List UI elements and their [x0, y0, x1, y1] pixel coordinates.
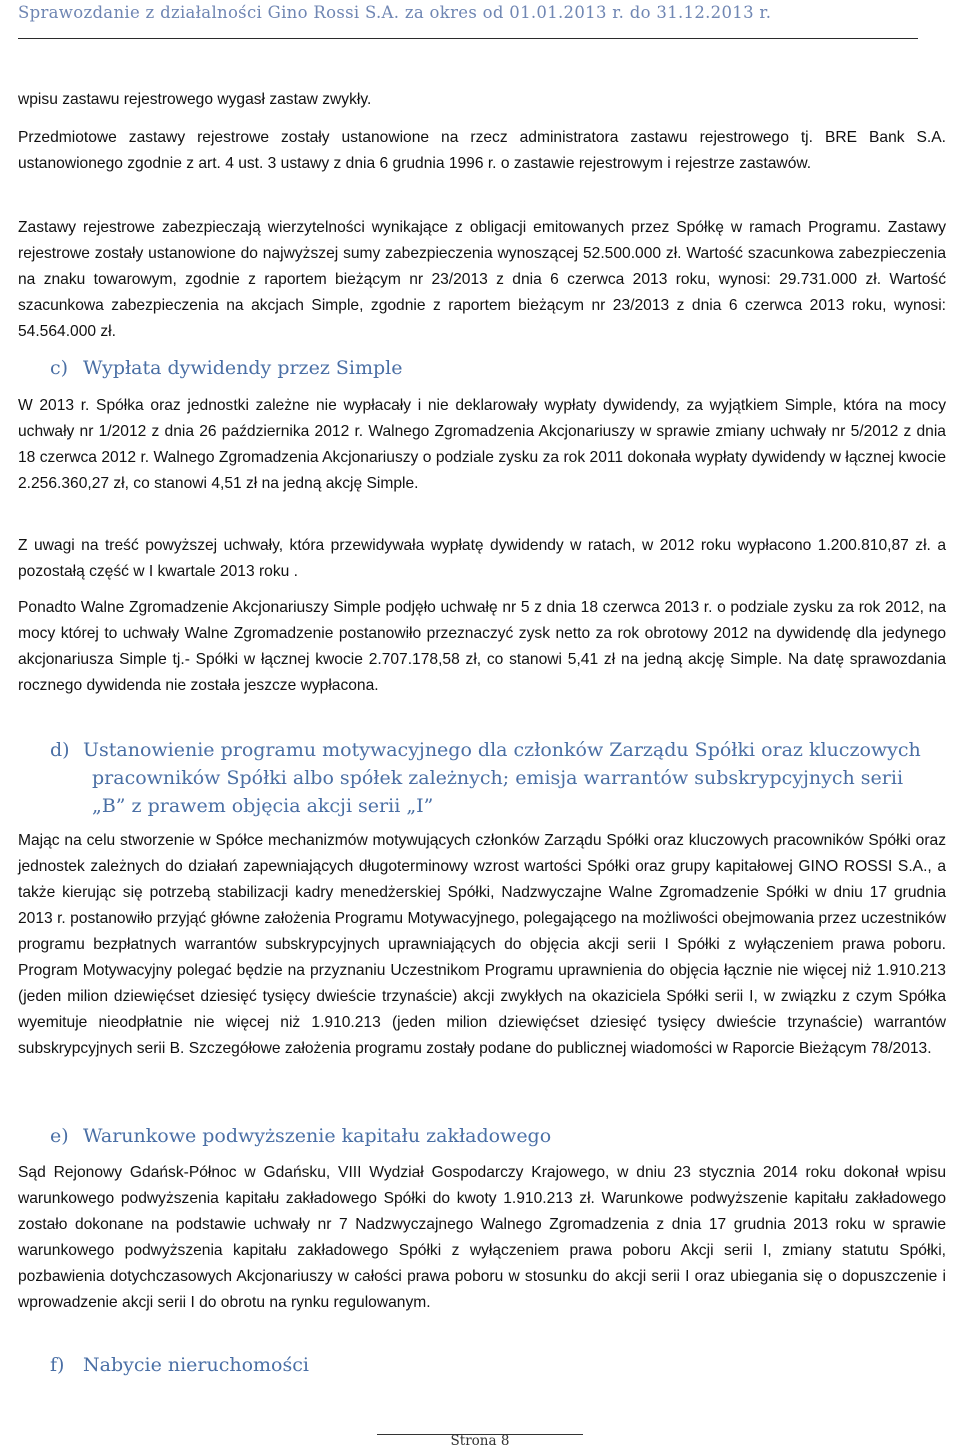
section-label-d: d)	[50, 739, 70, 761]
section-title-f: Nabycie nieruchomości	[83, 1354, 309, 1376]
section-heading-c	[50, 354, 950, 382]
paragraph-pledge-administrator: Przedmiotowe zastawy rejestrowe zostały ustanowione na rzecz administratora zastawu rejestrowego tj. BRE Bank S.A. ustanowionego zgodnie z art. 4 ust. 3 ustawy z dnia 6 grudnia 1996 r. o zastawie rejestrowym i rejestrze zastawów.	[18, 129, 946, 172]
section-title-d-line2: pracowników Spółki albo spółek zależnych; emisja warrantów subskrypcyjnych serii	[92, 767, 904, 789]
section-title-e: Warunkowe podwyższenie kapitału zakładowego	[83, 1125, 552, 1147]
paragraph-pledge-security: Zastawy rejestrowe zabezpieczają wierzytelności wynikające z obligacji emitowanych przez Spółkę w ramach Programu. Zastawy rejestrowe zostały ustanowione do najwyższej sumy zabezpieczenia wynoszącej 52.500.000 zł. Wartość szacunkowa zabezpieczenia na znaku towarowym, zgodnie z raportem bieżącym nr 23/2013 z dnia 6 czerwca 2013 roku, wynosi: 29.731.000 zł. Wartość szacunkowa zabezpieczenia na akcjach Simple, zgodnie z raportem bieżącym nr 23/2013 z dnia 6 czerwca 2013 roku, wynosi: 54.564.000 zł.	[18, 219, 946, 340]
section-label-e: e)	[50, 1125, 69, 1147]
section-label-c: c)	[50, 357, 69, 379]
page-number: Strona 8	[450, 1433, 510, 1449]
paragraph-dividend-2012-profit: Ponadto Walne Zgromadzenie Akcjonariuszy Simple podjęło uchwałę nr 5 z dnia 18 czerwca 2013 r. o podziale zysku za rok 2012, na mocy której to uchwały Walne Zgromadzenie postanowiło przeznaczyć zysk netto za rok obrotowy 2012 na dywidendę dla jedynego akcjonariusza Simple tj.- Spółki w łącznej kwocie 2.707.178,58 zł, co stanowi 5,41 zł na jedną akcję Simple. Na datę sprawozdania rocznego dywidenda nie została jeszcze wypłacona.	[18, 599, 946, 694]
section-heading-f	[50, 1351, 950, 1379]
paragraph-incentive-program: Mając na celu stworzenie w Spółce mechanizmów motywujących członków Zarządu Spółki oraz kluczowych pracowników Spółki oraz jednostek zależnych do działań zapewniających długoterminowy wzrost wartości Spółki oraz grupy kapitałowej GINO ROSSI S.A., a także kierując się potrzebą stabilizacji kadry menedżerskiej Spółki, Nadzwyczajne Walne Zgromadzenie Spółki w dniu 17 grudnia 2013 r. postanowiło przyjąć główne założenia Programu Motywacyjnego, polegającego na możliwości obejmowania przez uczestników programu bezpłatnych warrantów subskrypcyjnych uprawniających do objęcia akcji serii I Spółki z wyłączeniem prawa poboru. Program Motywacyjny polegać będzie na przyznaniu Uczestnikom Programu uprawnienia do objęcia łącznie nie więcej niż 1.910.213 (jeden milion dziewięćset dziesięć tysięcy dwieście trzynaście) akcji zwykłych na okaziciela Spółki serii I, w związku z czym Spółka wyemituje nieodpłatnie nie więcej niż 1.910.213 (jeden milion dziewięćset dziesięć tysięcy dwieście trzynaście) warrantów subskrypcyjnych serii B. Szczegółowe założenia programu zostały podane do publicznej wiadomości w Raporcie Bieżącym 78/2013.	[18, 832, 946, 1057]
header-divider	[18, 38, 918, 39]
section-label-f: f)	[50, 1354, 65, 1376]
section-heading-d	[50, 736, 950, 820]
paragraph-conditional-capital-increase: Sąd Rejonowy Gdańsk-Północ w Gdańsku, VIII Wydział Gospodarczy Krajowego, w dniu 23 stycznia 2014 roku dokonał wpisu warunkowego podwyższenia kapitału zakładowego Spółki do kwoty 1.910.213 zł. Warunkowe podwyższenie kapitału zakładowego zostało dokonane na podstawie uchwały nr 7 Nadzwyczajnego Walnego Zgromadzenia z dnia 17 grudnia 2013 roku w sprawie warunkowego podwyższenia kapitału zakładowego Spółki z wyłączeniem prawa poboru Akcji serii I, zmiany statutu Spółki, pozbawienia dotychczasowych Akcjonariuszy w całości prawa poboru w stosunku do akcji serii I oraz ubiegania się o dopuszczenie i wprowadzenie akcji serii I do obrotu na rynku regulowanym.	[18, 1164, 946, 1311]
paragraph-dividend-installments: Z uwagi na treść powyższej uchwały, która przewidywała wypłatę dywidendy w ratach, w 2012 roku wypłacono 1.200.810,87 zł. a pozostałą część w I kwartale 2013 roku .	[18, 537, 946, 580]
section-title-d-line3: „B” z prawem objęcia akcji serii „I”	[92, 795, 434, 817]
paragraph-dividend-2013: W 2013 r. Spółka oraz jednostki zależne nie wypłacały i nie deklarowały wypłaty dywidendy, za wyjątkiem Simple, która na mocy uchwały nr 1/2012 z dnia 26 października 2012 r. Walnego Zgromadzenia Akcjonariuszy w sprawie zmiany uchwały nr 5/2012 z dnia 18 czerwca 2012 r. Walnego Zgromadzenia Akcjonariuszy o podziale zysku za rok 2011 dokonała wypłaty dywidendy w łącznej kwocie 2.256.360,27 zł, co stanowi 4,51 zł na jedną akcję Simple.	[18, 397, 946, 492]
paragraph-pledge-end: wpisu zastawu rejestrowego wygasł zastaw zwykły.	[18, 91, 372, 108]
section-heading-e	[50, 1122, 950, 1150]
section-title-c: Wypłata dywidendy przez Simple	[83, 357, 403, 379]
document-header: Sprawozdanie z działalności Gino Rossi S.A. za okres od 01.01.2013 r. do 31.12.2013 r.	[18, 3, 772, 22]
section-title-d-line1: Ustanowienie programu motywacyjnego dla członków Zarządu Spółki oraz kluczowych	[83, 739, 921, 761]
